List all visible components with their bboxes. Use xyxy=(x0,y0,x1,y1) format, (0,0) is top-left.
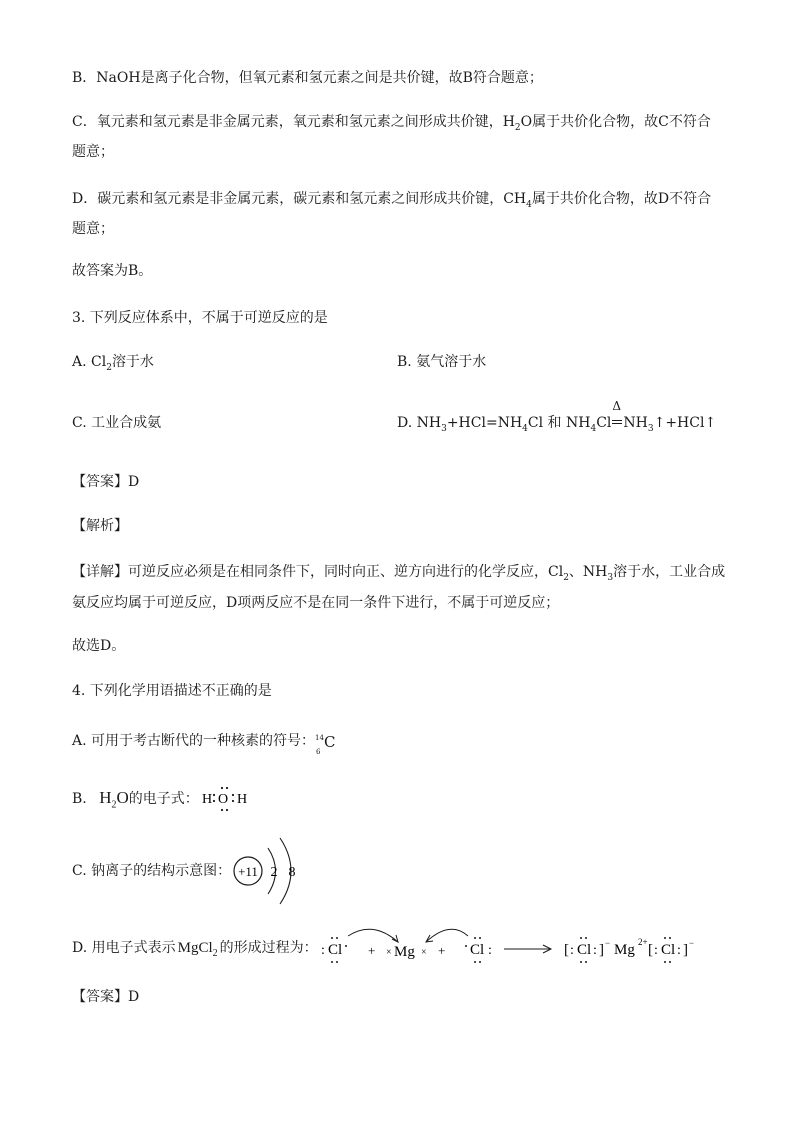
lone-pair-bottom xyxy=(221,809,228,811)
q3-option-a: A. $Cl_2$溶于水 xyxy=(72,354,154,373)
q4-option-b: B. $H_2O$的电子式： xyxy=(72,788,199,811)
water-h-right: H xyxy=(237,792,248,807)
mg-atom: Mg xyxy=(394,944,415,960)
q3-option-c: C. 工业合成氨 xyxy=(72,415,162,431)
explain-d-line2: 题意； xyxy=(72,221,114,237)
shell-2-electrons: 8 xyxy=(288,865,296,880)
mgcl2-formula: MgCl$_2$ xyxy=(177,940,218,959)
water-h-left: H xyxy=(202,792,213,807)
water-formula: $H_2O$ xyxy=(99,788,129,811)
product-colon-4: : xyxy=(677,943,681,958)
cl-right: Cl xyxy=(470,942,485,958)
sodium-ion-diagram xyxy=(228,834,308,908)
cl-left-colon: : xyxy=(321,943,325,958)
product-lbr-2: [ xyxy=(648,942,653,958)
product-colon-3: : xyxy=(654,943,658,958)
product-minus-2: − xyxy=(689,938,695,948)
explain-c-line2: 题意； xyxy=(72,144,114,160)
q4-option-a: A. 可用于考古断代的一种核素的符号： 14 6 C xyxy=(72,733,336,756)
water-o: O xyxy=(218,792,229,807)
product-mg-charge: 2+ xyxy=(638,937,648,947)
q3-detail-line2: 氨反应均属于可逆反应，D项两反应不是在同一条件下进行，不属于可逆反应； xyxy=(72,595,560,611)
q4-answer: 【答案】D xyxy=(72,989,140,1005)
cl-left: Cl xyxy=(328,942,343,958)
q3-answer: 【答案】D xyxy=(72,474,140,490)
q3-choose: 故选D。 xyxy=(72,638,126,654)
q3-analysis-heading: 【解析】 xyxy=(72,518,128,534)
product-rbr-1: ] xyxy=(599,942,604,958)
cl-right-colon: : xyxy=(488,943,492,958)
reaction-arrow xyxy=(504,945,551,953)
q3-stem: 3. 下列反应体系中，不属于可逆反应的是 xyxy=(72,310,328,326)
mgcl2-formation-process xyxy=(318,922,718,968)
nuclide-symbol: 14 6 C xyxy=(315,733,336,756)
explain-c-line1: C．氧元素和氢元素是非金属元素，氧元素和氢元素之间形成共价键，$H_2O$属于共价化合物，故C不符合 xyxy=(72,114,711,133)
electron-transfer-arrow-left xyxy=(348,929,398,942)
explain-d-line1: D．碳元素和氢元素是非金属元素，碳元素和氢元素之间形成共价键，$CH_4$属于共价化合物，故D不符合 xyxy=(72,191,712,210)
product-mg: Mg xyxy=(614,942,635,958)
product-lbr-1: [ xyxy=(564,942,569,958)
nucleus-charge: +11 xyxy=(238,864,258,879)
product-cl-1: Cl xyxy=(577,942,592,958)
bond-pair-left xyxy=(213,794,215,802)
heat-condition-sign: Δ xyxy=(611,413,623,433)
bond-pair-right xyxy=(232,794,234,802)
shell-1-electrons: 2 xyxy=(270,865,278,880)
explain-b: B．NaOH是离子化合物，但氧元素和氢元素之间是共价键，故B符合题意； xyxy=(72,70,543,86)
q4-option-d: D. 用电子式表示 MgCl$_2$ 的形成过程为： xyxy=(72,940,318,959)
product-colon-2: : xyxy=(593,943,597,958)
answer-note: 故答案为B。 xyxy=(72,263,153,279)
mg-cross-right: × xyxy=(421,947,427,958)
q4-stem: 4. 下列化学用语描述不正确的是 xyxy=(72,683,272,699)
q3-detail-line1: 【详解】可逆反应必须是在相同条件下，同时向正、逆方向进行的化学反应，$Cl_2$、$NH_3$溶于水，工业合成 xyxy=(72,564,726,583)
product-minus-1: − xyxy=(605,938,611,948)
lone-pair-top xyxy=(221,787,228,789)
plus-sign-1: + xyxy=(368,943,376,958)
product-rbr-2: ] xyxy=(683,942,688,958)
product-colon-1: : xyxy=(570,943,574,958)
water-electron-dot xyxy=(198,782,254,814)
electron-transfer-arrow-right xyxy=(426,929,468,942)
product-cl-2: Cl xyxy=(661,942,676,958)
q3-option-d: D. $NH_3+HCl=NH_4Cl$ 和 $NH_4Cl$ Δ $NH_3↑+HCl↑$ xyxy=(397,399,717,434)
plus-sign-2: + xyxy=(438,943,446,958)
q4-option-c: C. 钠离子的结构示意图： xyxy=(72,863,232,879)
mg-cross-left: × xyxy=(386,947,392,958)
q3-option-b: B. 氨气溶于水 xyxy=(397,354,487,370)
